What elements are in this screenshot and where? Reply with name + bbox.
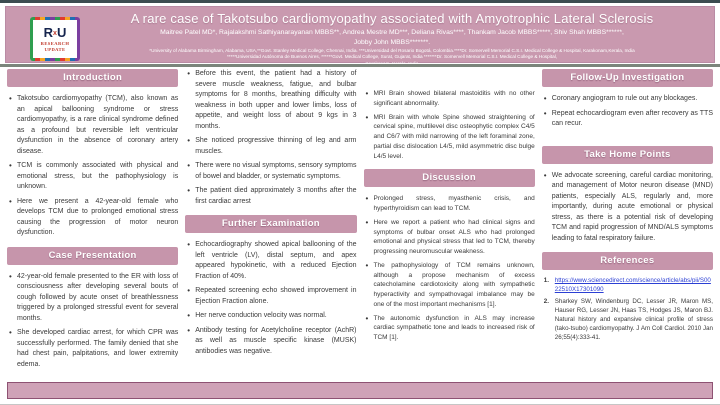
bullet-item: • TCM is commonly associated with physical and emotional stress, but the pathophysiology is unknown. — [7, 161, 178, 193]
bullet-item: • Her nerve conduction velocity was normal. — [185, 311, 356, 322]
bullet-item: • Here we report a patient who had clinical signs and symptoms of bulbar onset ALS who had prolonged emotional and physical stress that led to TCM, thereby progressing neuromuscular weakness. — [364, 218, 535, 257]
bullet-item: • She noticed progressive thinning of leg and arm muscles. — [185, 136, 356, 157]
section-header-introduction: Introduction — [7, 69, 178, 87]
poster-title: A rare case of Takotsubo cardiomyopathy associated with Amyotrophic Lateral Sclerosis — [130, 11, 654, 26]
column-case-continued — [185, 69, 356, 377]
header-divider — [0, 64, 720, 67]
logo-mark — [44, 26, 67, 39]
bullet-item: • Coronary angiogram to rule out any blockages. — [542, 94, 713, 105]
logo-subtitle: RESEARCH UPDATE — [40, 41, 70, 52]
research-update-logo — [30, 17, 80, 61]
section-header-take-home-points: Take Home Points — [542, 146, 713, 164]
case-continued-list — [185, 69, 356, 207]
section-header-further-examination: Further Examination — [185, 215, 356, 233]
column-introduction — [7, 69, 178, 377]
poster-body — [7, 69, 713, 377]
follow-up-list — [542, 94, 713, 130]
logo-letter-x: x — [53, 30, 57, 38]
introduction-list — [7, 94, 178, 239]
section-header-discussion: Discussion — [364, 169, 535, 187]
bullet-item: • 42-year-old female presented to the ER with loss of consciousness after developing several bouts of cough followed by acute onset of breathlessness triggered by a prolonged stressful event for several months. — [7, 272, 178, 325]
imaging-findings-list — [364, 89, 535, 161]
bullet-item: • Echocardiography showed apical ballooning of the left ventricle (LV), distal septum, and apex appeared hypokinetic, with a reduced Ejection Fraction of 40%. — [185, 240, 356, 282]
bullet-item: • MRI Brain with whole Spine showed straightening of cervical spine, multilevel disc osteophytic complex C4/5 and C6/7 with mild narrowing of the left foraminal zone, partial disc dislocation L4/5, mild asymmetric disc bulge L4/5 level. — [364, 113, 535, 162]
section-header-references: References — [542, 252, 713, 270]
bullet-item: • There were no visual symptoms, sensory symptoms of bowel and bladder, or systematic symptoms. — [185, 161, 356, 182]
bullet-item: • We advocate screening, careful cardiac monitoring, and management of Motor neuron disease (MND) patients, especially ALS, regularly and, more importantly, during acute emotional or physical stress, as there is a potential risk of developing TCM and rapid progression of MND/ALS symptoms leading to fatal respiratory failure. — [542, 171, 713, 245]
bullet-item: • The autonomic dysfunction in ALS may increase cardiac sympathetic tone and leads to increased risk of TCM [1]. — [364, 314, 535, 343]
bullet-item: • Repeat echocardiogram even after recovery as TTS can recur. — [542, 109, 713, 130]
reference-item: Sharkey SW, Windenburg DC, Lesser JR, Maron MS, Hauser RG, Lesser JN, Haas TS, Hodges JS, Maron BJ. Natural history and expansive clinical profile of stress (tako-tsubo) cardiomyopathy. J Am Coll Cardiol. 2010 Jan 26;55(4):333-41. — [554, 297, 713, 341]
section-header-follow-up: Follow-Up Investigation — [542, 69, 713, 87]
references-list — [544, 277, 713, 343]
bullet-item: • MRI Brain showed bilateral mastoiditis with no other significant abnormality. — [364, 89, 535, 109]
bullet-item: • The pathophysiology of TCM remains unknown, although a propose mechanism of excess catecholamine cardiotoxicity along with sympathetic hyperactivity and sympathovagal imbalance may be one of the most important mechanisms [1]. — [364, 261, 535, 310]
logo-letter-r: R — [43, 25, 54, 41]
bullet-item: • Repeated screening echo showed improvement in Ejection Fraction alone. — [185, 286, 356, 307]
bullet-item: • Prolonged stress, myasthenic crisis, and hyperthyroidism can lead to TCM. — [364, 194, 535, 214]
column-followup-references — [542, 69, 713, 377]
column-discussion — [364, 69, 535, 377]
take-home-points-list — [542, 171, 713, 245]
bullet-item: • Takotsubo cardiomyopathy (TCM), also known as an apical ballooning syndrome or stress cardiomyopathy, is a rare clinical syndrome defined as a profound but reversible left ventricular dysfunction in the absence of coronary artery disease. — [7, 94, 178, 157]
bullet-item: • The patient died approximately 3 months after the first cardiac arrest — [185, 186, 356, 207]
poster-header — [5, 6, 715, 63]
case-presentation-list — [7, 272, 178, 371]
bullet-item: • Antibody testing for Acetylcholine receptor (AchR) as well as muscle specific kinase (MUSK) antibodies was negative. — [185, 326, 356, 358]
reference-link[interactable]: https://www.sciencedirect.com/science/article/abs/pii/S0022510X17301090 — [554, 277, 711, 293]
footer-bar — [7, 382, 713, 399]
bullet-item: • She developed cardiac arrest, for which CPR was successfully performed. The family denied that she had chest pain, palpitations, and lower extremity edema. — [7, 328, 178, 370]
section-header-case-presentation: Case Presentation — [7, 247, 178, 265]
discussion-list — [364, 194, 535, 343]
authors-line-2: Jobby John MBBS*******. — [353, 39, 431, 47]
further-examination-list — [185, 240, 356, 357]
affiliations-line-2: *****Universidad Autónoma de Buenos Aires, ******Govt. Medical College, Surat, Gujarat, India *******Dr. Somervell Memorial C.S.I. Medical College & Hospital, — [226, 54, 558, 60]
reference-item — [544, 277, 713, 295]
authors-line-1: Maitree Patel MD*, Rajalakshmi Sathiyanarayanan MBBS**, Andrea Mestre MD***, Deliana Rivas****, Thankam Jacob MBBS*****, Shiv Shah MBBS******, — [160, 29, 624, 37]
affiliations-line-1: *University of Alabama Birmingham, Alabama, USA,**Govt. Stanley Medical College, Chennai, India. ***Universidad del Rosario Bogotá, Colombia.****Dr. Somervell Memorial C.S.I. Medical College & Hospital, Karakonam,Kerala, India — [149, 47, 635, 53]
bullet-item: • Here we present a 42-year-old female who develops TCM due to prolonged emotional stress causing the progression of motor neuron dysfunction. — [7, 197, 178, 239]
logo-letter-u: U — [56, 25, 67, 41]
bullet-item: • Before this event, the patient had a history of severe muscle weakness, fatigue, and bulbar symptoms for 8 months, breathing difficulty with weakness in both upper and lower limbs, loss of appetite, and weight loss of about 9 kgs in 3 months. — [185, 69, 356, 132]
